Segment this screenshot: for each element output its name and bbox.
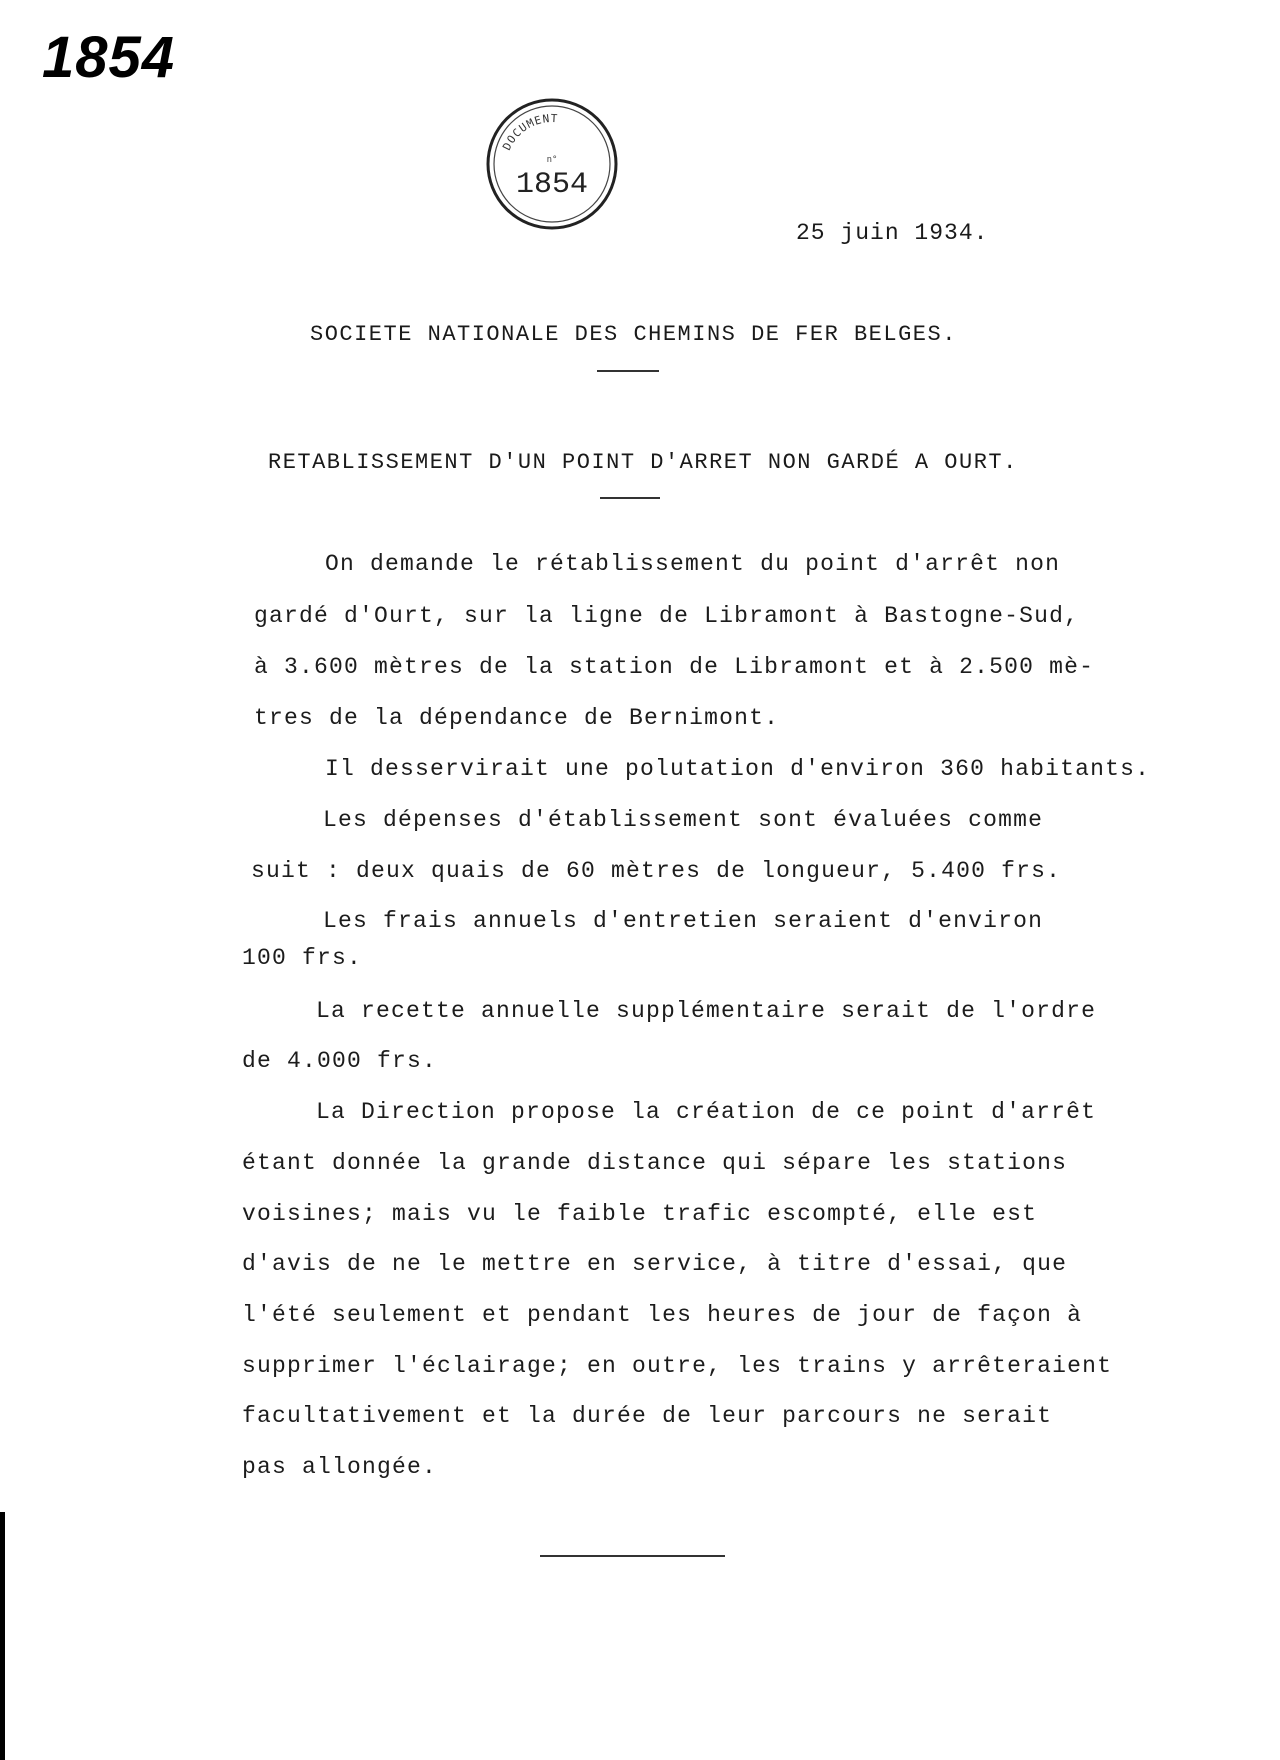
closing-divider [540,1555,725,1557]
body-line: La Direction propose la création de ce point d'arrêt [316,1099,1097,1125]
stamp-seal [482,94,622,234]
scan-edge-mark [0,1512,5,1760]
body-line: tres de la dépendance de Bernimont. [254,705,780,731]
body-line: La recette annuelle supplémentaire serait de l'ordre [316,998,1097,1024]
body-line: gardé d'Ourt, sur la ligne de Libramont à Bastogne-Sud, [254,603,1080,629]
body-line: supprimer l'éclairage; en outre, les trains y arrêteraient [242,1353,1113,1379]
body-line: de 4.000 frs. [242,1048,438,1074]
letter-date: 25 juin 1934. [796,220,989,246]
archive-stamp [482,94,622,234]
body-line: à 3.600 mètres de la station de Libramont et à 2.500 mè- [254,654,1095,680]
body-line: l'été seulement et pendant les heures de jour de façon à [242,1302,1083,1328]
body-line: suit : deux quais de 60 mètres de longueur, 5.400 frs. [251,858,1062,884]
stamp-no-label: n° [546,155,558,165]
body-line: pas allongée. [242,1454,438,1480]
body-line: facultativement et la durée de leur parcours ne serait [242,1403,1053,1429]
stamp-ring-text: DOCUMENT [500,111,559,153]
body-line: Les frais annuels d'entretien seraient d'environ [323,908,1044,934]
stamp-number: 1854 [515,168,589,202]
subject-divider [600,497,660,499]
body-line: Il desservirait une polutation d'environ 360 habitants. [325,756,1151,782]
body-line: On demande le rétablissement du point d'arrêt non [325,551,1061,577]
title-divider [597,370,659,372]
organization-title: SOCIETE NATIONALE DES CHEMINS DE FER BELGES. [310,322,957,347]
body-line: voisines; mais vu le faible trafic escompté, elle est [242,1201,1038,1227]
subject-heading: RETABLISSEMENT D'UN POINT D'ARRET NON GARDÉ A OURT. [268,450,1018,475]
document-number: 1854 [42,25,176,90]
body-line: 100 frs. [242,945,363,971]
body-line: Les dépenses d'établissement sont évaluées comme [323,807,1044,833]
body-line: d'avis de ne le mettre en service, à titre d'essai, que [242,1251,1068,1277]
body-line: étant donnée la grande distance qui sépare les stations [242,1150,1068,1176]
